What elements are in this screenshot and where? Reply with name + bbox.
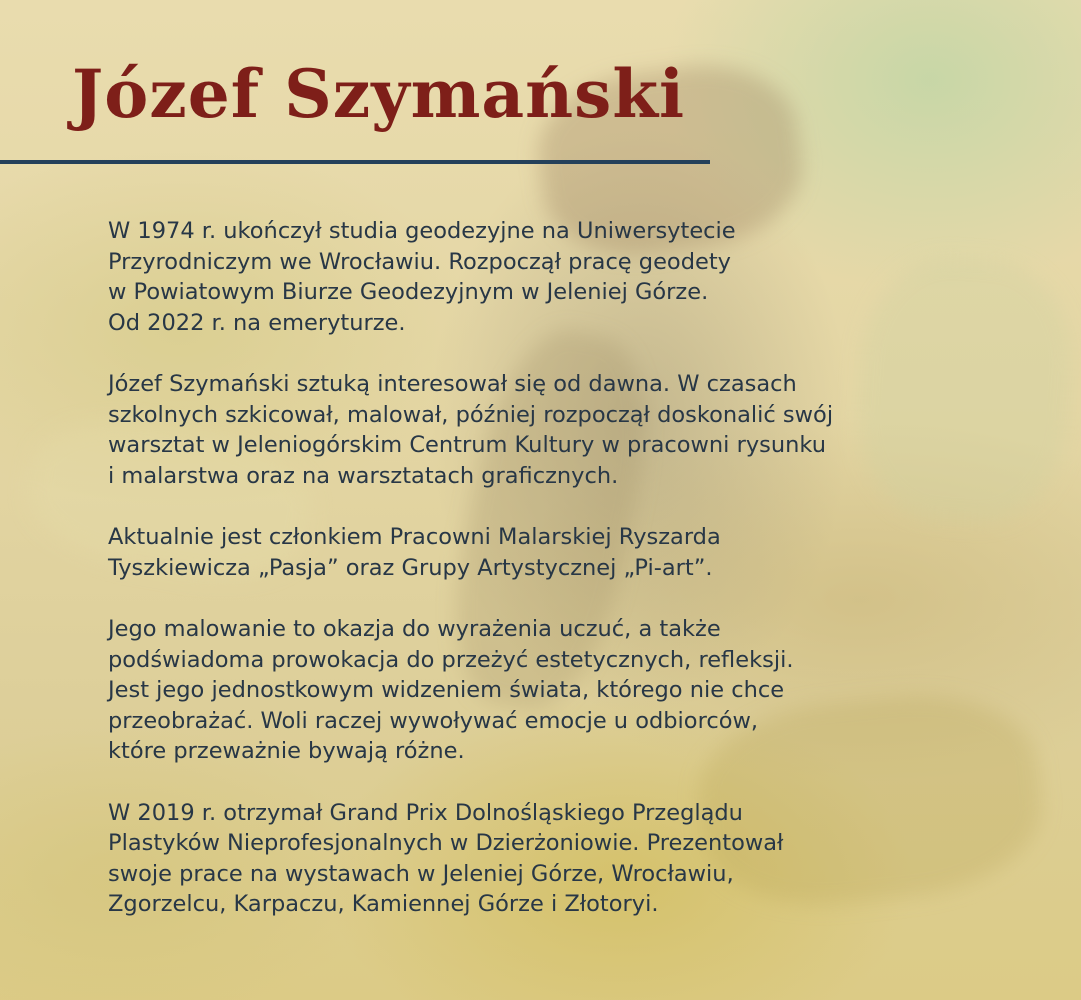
text-line: które przeważnie bywają różne. — [108, 738, 465, 764]
text-line: Józef Szymański sztuką interesował się od dawna. W czasach — [108, 371, 797, 397]
text-line: podświadoma prowokacja do przeżyć estetycznych, refleksji. — [108, 646, 794, 673]
text-line: swoje prace na wystawach w Jeleniej Górze, Wrocławiu, — [108, 860, 734, 887]
text-line: Zgorzelcu, Karpaczu, Kamiennej Górze i Złotoryi. — [108, 891, 659, 917]
text-line: szkolnych szkicował, malował, później rozpoczął doskonalić swój — [108, 401, 834, 428]
paragraph-painting — [108, 614, 1048, 767]
paragraph-education — [108, 216, 1048, 338]
text-line: W 2019 r. otrzymał Grand Prix Dolnośląskiego Przeglądu — [108, 799, 743, 826]
paragraph-art-interest — [108, 369, 1048, 491]
paragraph-awards — [108, 798, 1048, 920]
biography-text — [108, 216, 1048, 951]
text-line: W 1974 r. ukończył studia geodezyjne na Uniwersytecie — [108, 218, 736, 244]
text-line: Plastyków Nieprofesjonalnych w Dzierżoniowie. Prezentował — [108, 830, 784, 856]
text-line: warsztat w Jeleniogórskim Centrum Kultury w pracowni rysunku — [108, 432, 826, 458]
text-line: Przyrodniczym we Wrocławiu. Rozpoczął pracę geodety — [108, 248, 731, 275]
text-line: Tyszkiewicza „Pasja” oraz Grupy Artystycznej „Pi-art”. — [108, 554, 713, 581]
title-underline — [0, 160, 710, 164]
page-title: Józef Szymański — [72, 55, 686, 133]
text-line: Jest jego jednostkowym widzeniem świata, którego nie chce — [108, 677, 785, 703]
text-line: przeobrażać. Woli raczej wywoływać emocje u odbiorców, — [108, 707, 759, 734]
text-line: Aktualnie jest członkiem Pracowni Malarskiej Ryszarda — [108, 524, 721, 550]
paragraph-membership — [108, 522, 1048, 583]
text-line: i malarstwa oraz na warsztatach graficznych. — [108, 462, 619, 489]
text-line: Od 2022 r. na emeryturze. — [108, 309, 406, 336]
text-line: w Powiatowym Biurze Geodezyjnym w Jeleniej Górze. — [108, 279, 709, 305]
text-line: Jego malowanie to okazja do wyrażenia uczuć, a także — [108, 616, 721, 642]
